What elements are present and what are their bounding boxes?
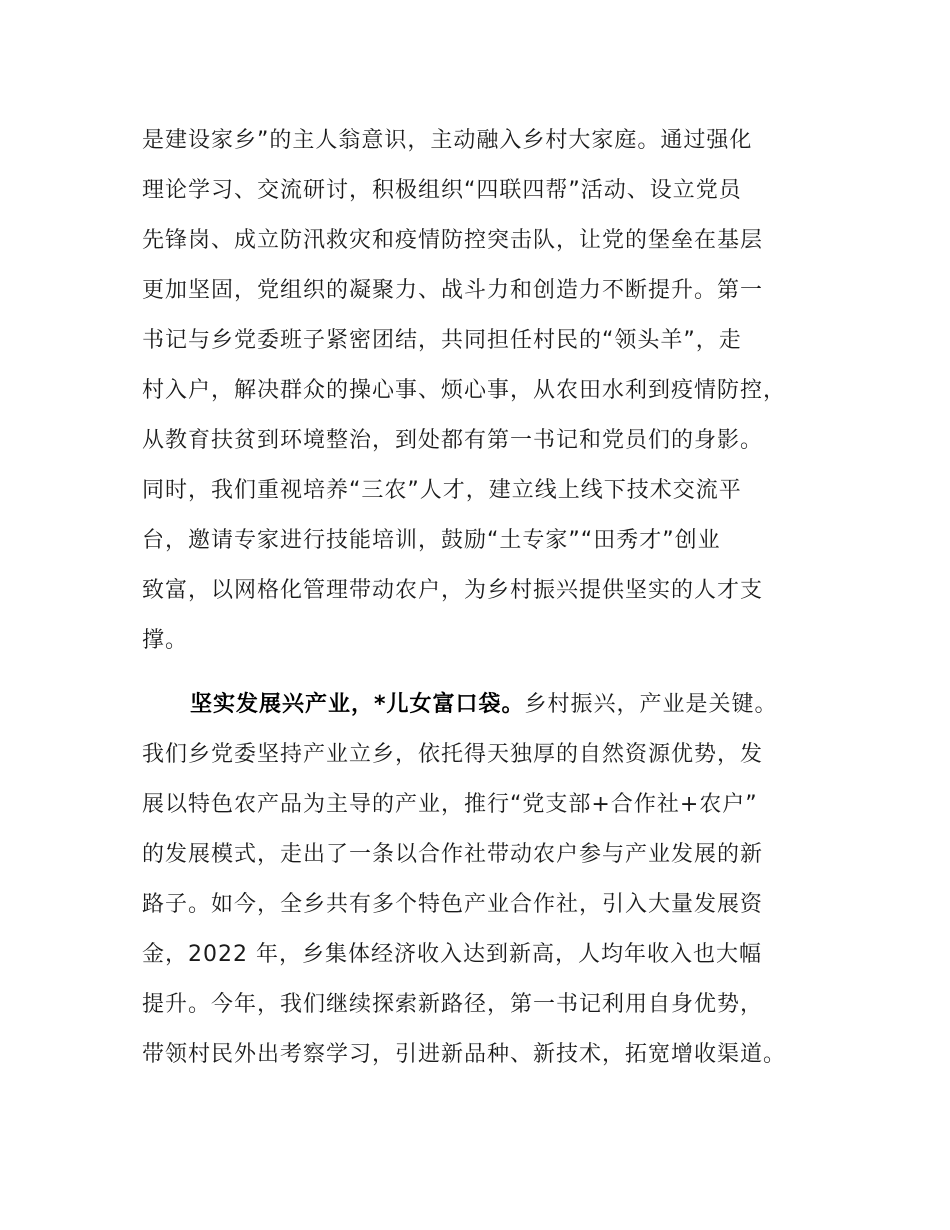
paragraph-line: 展以特色农产品为主导的产业，推行“党支部+合作社+农户” [142, 792, 758, 817]
paragraph-line: 带领村民外出考察学习，引进新品种、新技术，拓宽增收渠道。 [142, 1042, 787, 1067]
paragraph-line: 先锋岗、成立防汛救灾和疫情防控突击队，让党的堡垒在基层 [142, 228, 764, 253]
paragraph-line: 路子。如今，全乡共有多个特色产业合作社，引入大量发展资 [142, 892, 764, 917]
paragraph-line: 撑。 [142, 628, 189, 653]
paragraph-line: 更加坚固，党组织的凝聚力、战斗力和创造力不断提升。第一 [142, 278, 764, 303]
paragraph-line: 金，2022 年，乡集体经济收入达到新高，人均年收入也大幅 [142, 942, 762, 967]
paragraph-line: 的发展模式，走出了一条以合作社带动农户参与产业发展的新 [142, 842, 764, 867]
paragraph-line: 村入户，解决群众的操心事、烦心事，从农田水利到疫情防控， [142, 378, 787, 403]
paragraph-line: 同时，我们重视培养“三农”人才，建立线上线下技术交流平 [142, 478, 742, 503]
paragraph-line: 书记与乡党委班子紧密团结，共同担任村民的“领头羊”，走 [142, 328, 742, 353]
paragraph-line: 致富，以网格化管理带动农户，为乡村振兴提供坚实的人才支 [142, 578, 764, 603]
paragraph-line: 是建设家乡”的主人翁意识，主动融入乡村大家庭。通过强化 [142, 128, 753, 153]
paragraph-line: 理论学习、交流研讨，积极组织“四联四帮”活动、设立党员 [142, 178, 742, 203]
paragraph-first-line [190, 690, 778, 720]
paragraph-line-rest: 乡村振兴，产业是关键。 [524, 692, 778, 717]
paragraph-line: 我们乡党委坚持产业立乡，依托得天独厚的自然资源优势，发 [142, 742, 764, 767]
paragraph-line: 台，邀请专家进行技能培训，鼓励“土专家”“田秀才”创业 [142, 528, 721, 553]
paragraph-line: 提升。今年，我们继续探索新路径，第一书记利用自身优势， [142, 992, 764, 1017]
paragraph-line: 从教育扶贫到环境整治，到处都有第一书记和党员们的身影。 [142, 428, 764, 453]
section-heading: 坚实发展兴产业，*儿女富口袋。 [190, 692, 525, 717]
